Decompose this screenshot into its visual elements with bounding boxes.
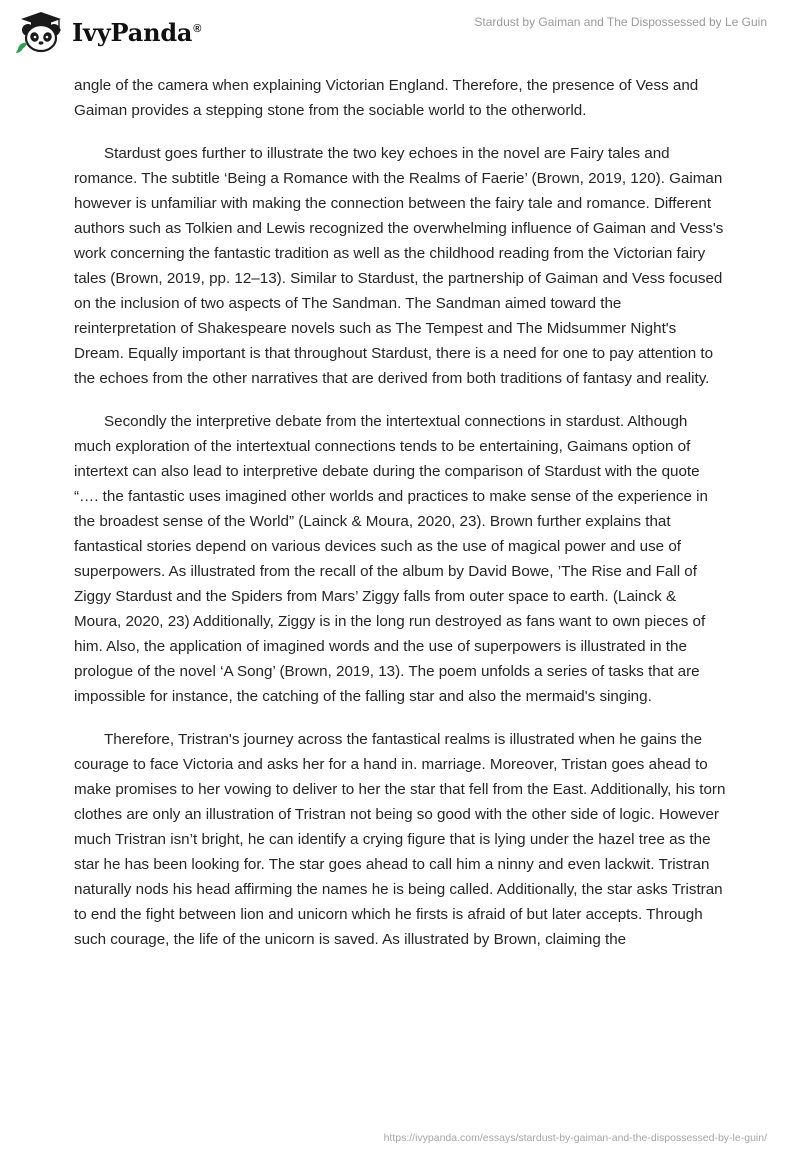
- logo-wordmark: IvyPanda®: [72, 17, 202, 47]
- ivypanda-logo[interactable]: [14, 10, 201, 54]
- paragraph: Secondly the interpretive debate from the intertextual connections in stardust. Although much exploration of the intertextual connections tends to be entertaining, Gaimans option of intertext can also lead to interpretive debate during the comparison of Stardust with the quote “…. the fantastic uses imagined other worlds and practices to make sense of the experience in the broadest sense of the World” (Lainck & Moura, 2020, 23). Brown further explains that fantastical stories depend on various devices such as the use of magical power and use of superpowers. As illustrated from the recall of the album by David Bowe, ’The Rise and Fall of Ziggy Stardust and the Spiders from Mars’ Ziggy falls from outer space to earth. (Lainck & Moura, 2020, 23) Additionally, Ziggy is in the long run destroyed as fans want to own pieces of him. Also, the application of imagined words and the use of superpowers is illustrated in the prologue of the novel ‘A Song’ (Brown, 2019, 13). The poem unfolds a series of tasks that are impossible for instance, the catching of the falling star and also the mermaid's singing.: [74, 413, 708, 705]
- paragraph: Stardust goes further to illustrate the two key echoes in the novel are Fairy tales and romance. The subtitle ‘Being a Romance with the Realms of Faerie’ (Brown, 2019, 120). Gaiman however is unfamiliar with making the connection between the fairy tale and romance. Different authors such as Tolkien and Lewis recognized the overwhelming influence of Gaiman and Vess's work concerning the fantastic tradition as well as the childhood reading from the Victorian fairy tales (Brown, 2019, pp. 12–13). Similar to Stardust, the partnership of Gaiman and Vess focused on the inclusion of two aspects of The Sandman. The Sandman aimed toward the reinterpretation of Shakespeare novels such as The Tempest and The Midsummer Night's Dream. Equally important is that throughout Stardust, there is a need for one to pay attention to the echoes from the other narratives that are derived from both traditions of fantasy and reality.: [74, 145, 724, 387]
- source-url[interactable]: https://ivypanda.com/essays/stardust-by-gaiman-and-the-dispossessed-by-le-guin/: [383, 1132, 767, 1144]
- registered-mark: ®: [193, 22, 202, 35]
- page-header: [0, 0, 800, 64]
- paragraph: Therefore, Tristran's journey across the fantastical realms is illustrated when he gains the courage to face Victoria and asks her for a hand in. marriage. Moreover, Tristan goes ahead to make promises to her vowing to deliver to her the star that fell from the East. Additionally, his torn clothes are only an illustration of Tristran not being so good with the other side of logic. However much Tristran isn’t bright, he can identify a crying figure that is lying under the hazel tree as the star he has been looking for. The star goes ahead to call him a ninny and even lackwit. Tristran naturally nods his head affirming the names he is being called. Additionally, the star asks Tristran to end the fight between lion and unicorn which he firsts is afraid of but later accepts. Through such courage, the life of the unicorn is saved. As illustrated by Brown, claiming the: [74, 731, 726, 948]
- paragraph: angle of the camera when explaining Victorian England. Therefore, the presence of Vess and Gaiman provides a stepping stone from the sociable world to the otherworld.: [74, 77, 699, 119]
- panda-graduate-icon: [14, 10, 68, 54]
- essay-body: [74, 73, 726, 970]
- document-title: Stardust by Gaiman and The Dispossessed by Le Guin: [474, 15, 767, 29]
